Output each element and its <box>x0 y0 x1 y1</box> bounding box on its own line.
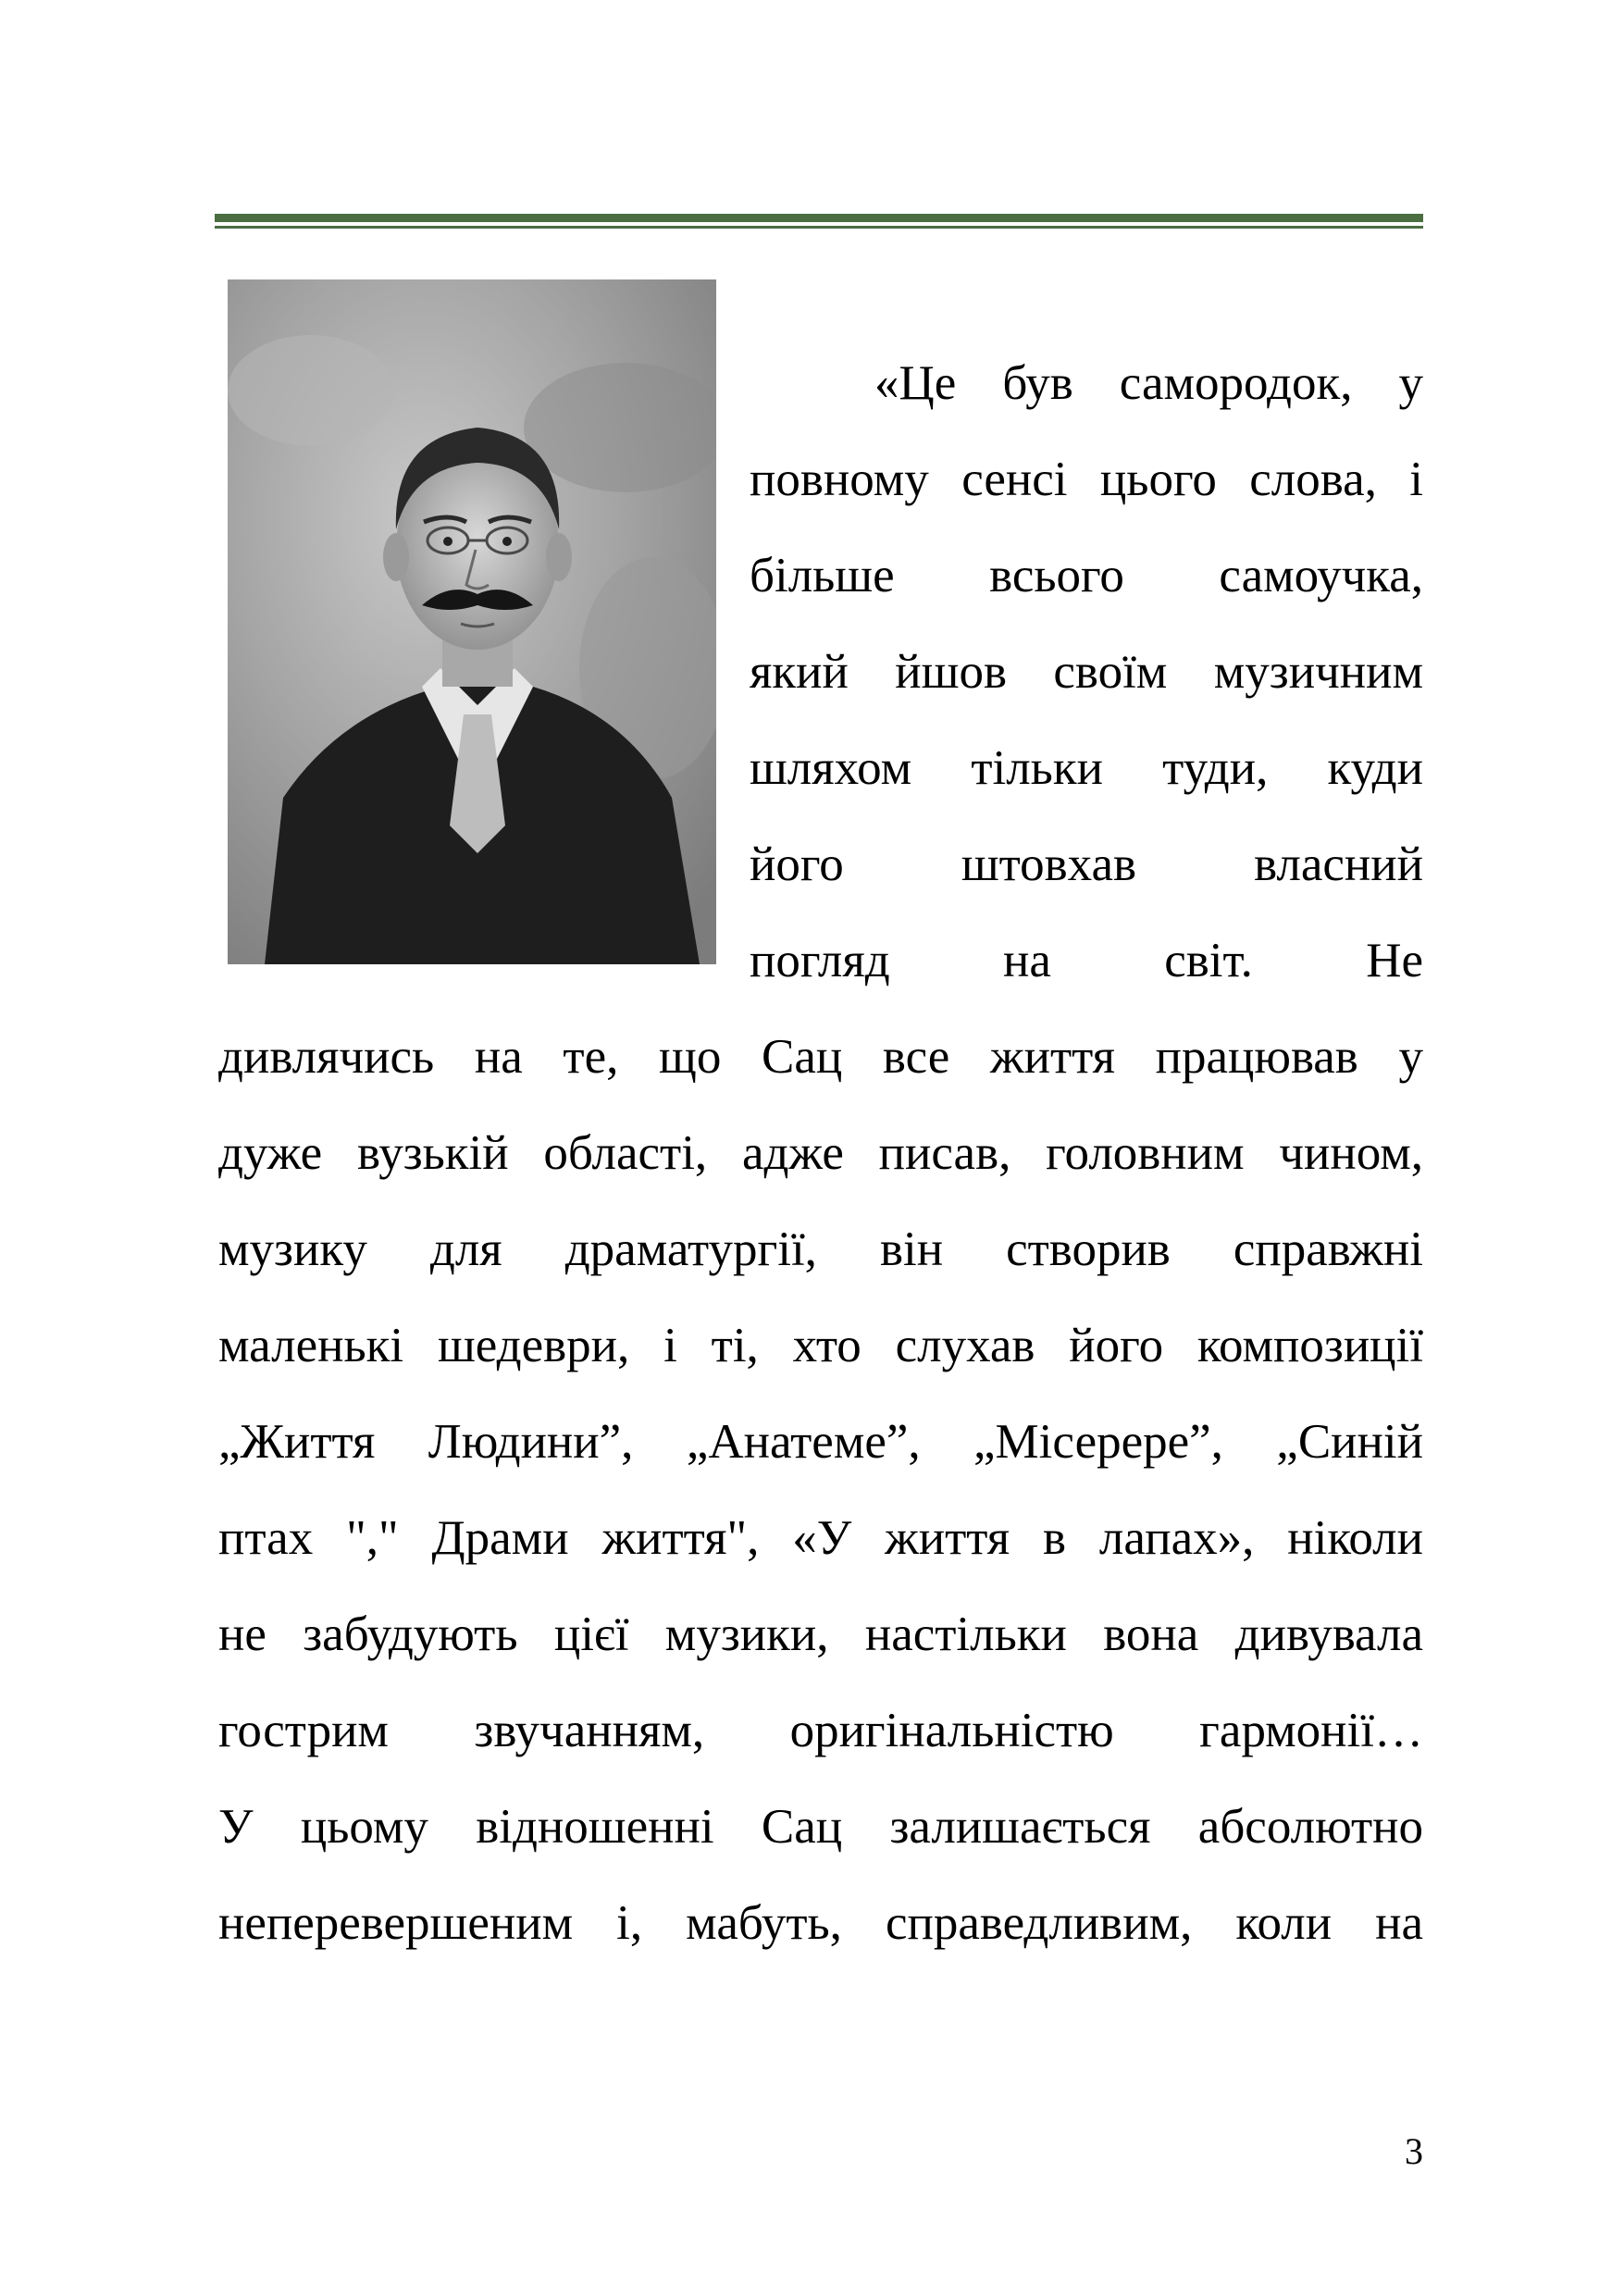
portrait-photo <box>228 279 716 964</box>
text-line: музику для драматургії, він створив справжні <box>218 1222 1423 1276</box>
text-line: повному сенсі цього слова, і <box>750 453 1423 506</box>
text-line: птах "," Драми життя", «У життя в лапах», ніколи <box>218 1511 1423 1565</box>
text-line: дуже вузькій області, адже писав, головним чином, <box>218 1126 1423 1180</box>
text-line: його штовхав власний <box>750 838 1423 891</box>
text-line: не забудують цієї музики, настільки вона дивувала <box>218 1607 1423 1661</box>
text-line: дивлячись на те, що Сац все життя працював у <box>218 1030 1423 1084</box>
text-line: „Життя Людини”, „Анатеме”, „Мiсерере”, „Синій <box>218 1415 1423 1469</box>
text-line: У цьому відношенні Сац залишається абсолютно <box>218 1800 1423 1854</box>
text-line: погляд на світ. Не <box>750 934 1423 987</box>
text-line: «Це був самородок, у <box>874 356 1423 410</box>
text-line: шляхом тільки туди, куди <box>750 741 1423 795</box>
page-number: 3 <box>1405 2130 1423 2172</box>
header-rule-thick <box>215 214 1423 222</box>
text-line: неперевершеним і, мабуть, справедливим, коли на <box>218 1896 1423 1950</box>
text-line: більше всього самоучка, <box>750 549 1423 602</box>
text-line: маленькі шедеври, і ті, хто слухав його композиції <box>218 1319 1423 1372</box>
text-line: який йшов своїм музичним <box>750 645 1423 699</box>
text-line: гострим звучанням, оригінальністю гармонії… <box>218 1704 1423 1757</box>
header-rule-thin <box>215 226 1423 229</box>
